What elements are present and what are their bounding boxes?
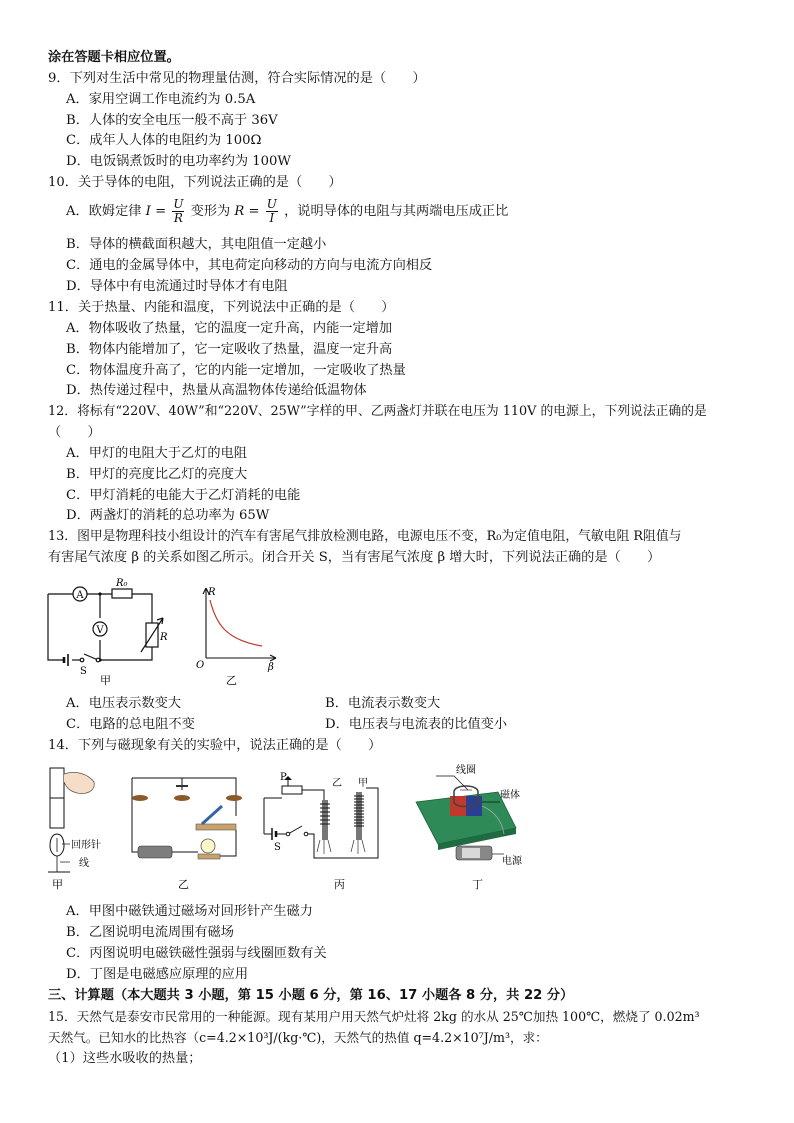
thread-label: 线 xyxy=(79,858,89,869)
figure-caption-bing: 丙 xyxy=(334,878,345,891)
q10-option-d: D．导体中有电流通过时导体才有电阻 xyxy=(66,279,288,294)
q13-r-beta-graph xyxy=(190,580,290,690)
battery-icon xyxy=(138,846,172,858)
fraction-denominator: R xyxy=(173,211,183,225)
battery-cell xyxy=(462,848,480,858)
wire xyxy=(48,594,64,660)
formula-u-over-i xyxy=(266,198,278,225)
q9-option-c: C．成年人人体的电阻约为 100Ω xyxy=(66,133,262,148)
q12-option-d: D．两盏灯的消耗的总功率为 65W xyxy=(66,508,270,523)
power-label: 电源 xyxy=(502,856,522,867)
q9-option-d: D．电饭锅煮饭时的电功率约为 100W xyxy=(66,154,291,169)
q12-option-b: B．甲灯的亮度比乙灯的亮度大 xyxy=(66,467,248,482)
q10-stem: 10．关于导体的电阻，下列说法正确的是（ ） xyxy=(48,175,342,190)
q10-option-a-prefix: A．欧姆定律 xyxy=(66,204,142,219)
rheostat xyxy=(282,786,302,794)
q14-option-a: A．甲图中磁铁通过磁场对回形针产生磁力 xyxy=(66,904,313,919)
graph-y-label: R xyxy=(208,587,216,598)
q11-option-a: A．物体吸收了热量，它的温度一定升高，内能一定增加 xyxy=(66,321,393,336)
figure-caption-jia: 甲 xyxy=(52,878,63,891)
pins-yi xyxy=(317,840,331,854)
q10-option-c: C．通电的金属导体中，其电荷定向移动的方向与电流方向相反 xyxy=(66,258,433,273)
wire xyxy=(264,790,324,834)
q12-option-c: C．甲灯消耗的电能大于乙灯消耗的电能 xyxy=(66,488,301,503)
figure-caption-ding: 丁 xyxy=(472,878,483,891)
fraction-numerator: U xyxy=(173,197,184,211)
switch-contact xyxy=(304,832,308,836)
electromagnet-yi-label: 乙 xyxy=(332,778,342,789)
ammeter-label: A xyxy=(76,590,84,601)
switch-pivot xyxy=(286,832,290,836)
q13-option-d: D．电压表与电流表的比值变小 xyxy=(325,717,508,732)
q13-circuit-diagram xyxy=(40,578,170,688)
leader-coil xyxy=(436,776,468,790)
switch-base xyxy=(196,824,236,830)
voltmeter-label: V xyxy=(96,625,104,636)
switch-blade xyxy=(288,826,302,834)
r-beta-curve xyxy=(210,600,262,646)
junction-dot xyxy=(98,592,101,595)
q14-figure-ding xyxy=(412,762,542,892)
q10-option-a-suffix: ，说明导体的电阻与其两端电压成正比 xyxy=(284,204,509,219)
q13-option-c: C．电路的总电阻不变 xyxy=(66,717,195,732)
q14-option-b: B．乙图说明电流周围有磁场 xyxy=(66,925,234,940)
q14-figure-bing xyxy=(258,768,388,892)
r0-resistor xyxy=(112,589,132,598)
q10-option-a-middle: 变形为 xyxy=(190,204,231,219)
needle-stand-left xyxy=(132,795,148,801)
figure-caption-yi: 乙 xyxy=(178,878,189,891)
q13-stem-line1: 13．图甲是物理科技小组设计的汽车有害尾气排放检测电路，电源电压不变，R₀为定值电阻，气敏电阻 R阻值与 xyxy=(48,529,682,544)
q9-option-a: A．家用空调工作电流约为 0.5A xyxy=(66,92,256,107)
wire xyxy=(98,647,152,660)
slider-label: P xyxy=(280,772,287,783)
graph-x-label: β xyxy=(268,662,274,673)
switch-label: S xyxy=(80,666,87,677)
graph-origin-label: O xyxy=(196,660,205,671)
hand-icon xyxy=(64,772,94,793)
q14-option-d: D．丁图是电磁感应原理的应用 xyxy=(66,967,249,982)
bulb-icon xyxy=(201,839,215,853)
header-text: 涂在答题卡相应位置。 xyxy=(48,50,180,65)
coil-label: 线圈 xyxy=(456,765,476,776)
magnet-label: 磁体 xyxy=(500,790,520,801)
q9-stem: 9．下列对生活中常见的物理量估测，符合实际情况的是（ ） xyxy=(48,71,426,86)
q13-option-a: A．电压表示数变大 xyxy=(66,696,182,711)
q11-option-d: D．热传递过程中，热量从高温物体传递给低温物体 xyxy=(66,383,367,398)
switch-label: S xyxy=(274,842,281,853)
wire xyxy=(220,830,236,856)
wire xyxy=(306,788,378,858)
q9-option-b: B．人体的安全电压一般不高于 36V xyxy=(66,113,278,128)
formula-u-over-r xyxy=(172,198,184,225)
pins-jia xyxy=(351,840,365,854)
section-3-heading: 三、计算题（本大题共 3 小题，第 15 小题 6 分，第 16、17 小题各 8 分，共 22 分） xyxy=(48,988,574,1003)
q15-line1: 15．天然气是泰安市民常用的一种能源。现有某用户用天然气炉灶将 2kg 的水从 25℃加热 100℃，燃烧了 0.02m³ xyxy=(48,1009,700,1024)
fraction-numerator: U xyxy=(266,197,277,211)
formula-r-lhs: R = xyxy=(234,204,260,219)
q14-option-c: C．丙图说明电磁铁磁性强弱与线圈匝数有关 xyxy=(66,946,327,961)
needle-label: 回形针 xyxy=(71,840,101,851)
q13-stem-line2: 有害尾气浓度 β 的关系如图乙所示。闭合开关 S，当有害尾气浓度 β 增大时，下列说法正确的是（ ） xyxy=(48,550,661,565)
formula-i-lhs: I = xyxy=(145,204,167,219)
needle-stand-right xyxy=(226,795,242,801)
r-label: R xyxy=(160,632,168,643)
r0-label: R₀ xyxy=(116,578,128,589)
q12-stem: 12．将标有“220V、40W”和“220V、25W”字样的甲、乙两盏灯并联在电压为 110V 的电源上，下列说法正确的是 xyxy=(48,404,707,419)
switch-contact xyxy=(96,658,100,662)
switch-pivot xyxy=(80,658,84,662)
q15-line2: 天然气。已知水的比热容（c=4.2×10³J/(kg·℃)，天然气的热值 q=4.2×10⁷J/m³，求： xyxy=(48,1030,548,1045)
q10-option-b: B．导体的横截面积越大，其电阻值一定越小 xyxy=(66,237,327,252)
q11-option-c: C．物体温度升高了，它的内能一定增加，一定吸收了热量 xyxy=(66,363,406,378)
q12-option-a: A．甲灯的电阻大于乙灯的电阻 xyxy=(66,446,247,461)
q14-figure-yi xyxy=(126,768,246,892)
q14-stem: 14．下列与磁现象有关的实验中，说法正确的是（ ） xyxy=(48,738,382,753)
q15-line3: （1）这些水吸收的热量； xyxy=(48,1051,202,1066)
switch-lever xyxy=(202,806,222,824)
q11-stem: 11．关于热量、内能和温度，下列说法中正确的是（ ） xyxy=(48,300,395,315)
q13-option-b: B．电流表示数变大 xyxy=(325,696,441,711)
fraction-denominator: I xyxy=(269,211,275,225)
figure-caption-yi: 乙 xyxy=(226,674,237,687)
q11-option-b: B．物体内能增加了，它一定吸收了热量，温度一定升高 xyxy=(66,342,393,357)
wire xyxy=(132,778,166,852)
figure-caption-jia: 甲 xyxy=(100,674,111,687)
q12-stem-bracket: （ ） xyxy=(48,425,101,440)
electromagnet-jia-label: 甲 xyxy=(358,778,368,789)
bulb-base xyxy=(198,854,220,859)
q10-option-a xyxy=(66,197,508,227)
wire xyxy=(132,594,152,623)
needle-stand-mid xyxy=(174,795,190,801)
q14-figure-jia xyxy=(40,762,120,892)
